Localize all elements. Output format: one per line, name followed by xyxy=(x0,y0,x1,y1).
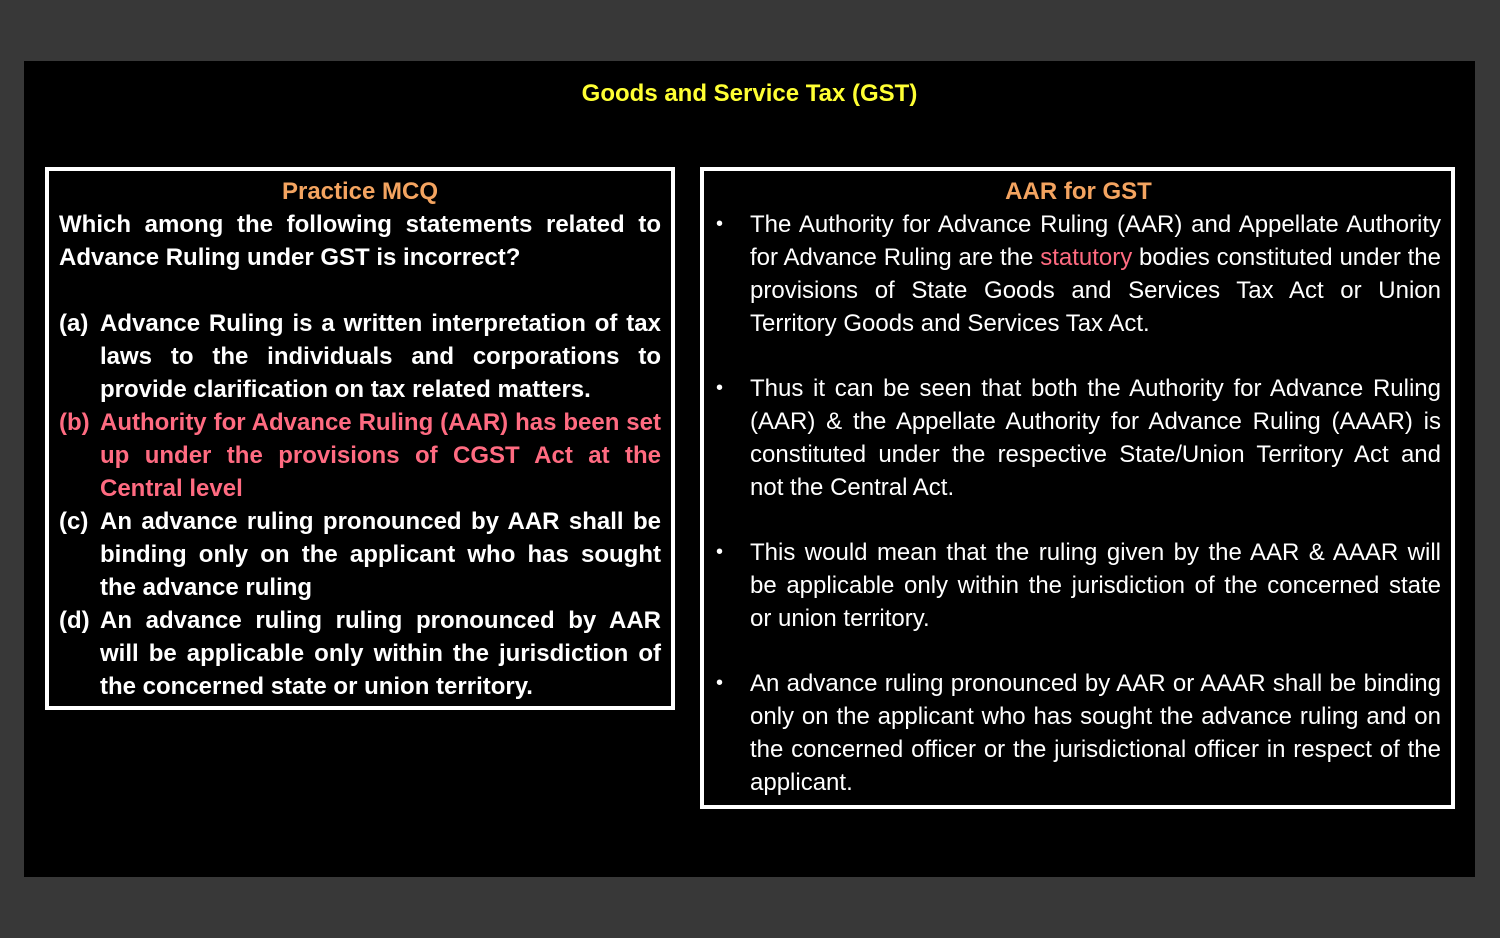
option-a xyxy=(59,307,661,406)
bullet-text xyxy=(750,208,1441,340)
option-letter: (d) xyxy=(59,607,90,634)
slide xyxy=(24,61,1475,877)
bullet-text-part: The Authority for Advance Ruling (AAR) and Appellate Authority for Advance Ruling are the xyxy=(750,211,1441,271)
option-c xyxy=(59,505,661,604)
mcq-question: Which among the following statements related to Advance Ruling under GST is incorrect? xyxy=(59,211,661,271)
option-letter: (b) xyxy=(59,409,90,436)
option-text: Advance Ruling is a written interpretation of tax laws to the individuals and corporations to provide clarification on tax related matters. xyxy=(100,310,661,403)
aar-for-gst-box xyxy=(700,167,1455,809)
bullet-item xyxy=(716,536,1441,635)
bullet-icon: • xyxy=(716,672,724,694)
bullet-text: This would mean that the ruling given by the AAR & AAAR will be applicable only within the jurisdiction of the concerned state or union territory. xyxy=(750,539,1441,632)
option-letter: (a) xyxy=(59,310,89,337)
option-text: An advance ruling pronounced by AAR shall be binding only on the applicant who has sought the advance ruling xyxy=(100,508,661,601)
bullet-text: Thus it can be seen that both the Authority for Advance Ruling (AAR) & the Appellate Authority for Advance Ruling (AAAR) is constituted under the respective State/Union Territory Act and not the Central Act. xyxy=(750,375,1441,501)
option-text: An advance ruling ruling pronounced by AAR will be applicable only within the jurisdiction of the concerned state or union territory. xyxy=(100,607,661,700)
option-d xyxy=(59,604,661,703)
bullet-item xyxy=(716,667,1441,799)
practice-mcq-box xyxy=(45,167,675,710)
option-letter: (c) xyxy=(59,508,89,535)
option-b xyxy=(59,406,661,505)
aar-bullet-list xyxy=(716,208,1441,799)
bullet-item xyxy=(716,208,1441,340)
mcq-options xyxy=(59,307,661,703)
aar-heading: AAR for GST xyxy=(1005,178,1152,205)
bullet-icon: • xyxy=(716,541,724,563)
bullet-icon: • xyxy=(716,213,724,235)
option-text: Authority for Advance Ruling (AAR) has been set up under the provisions of CGST Act at the Central level xyxy=(100,409,661,502)
bullet-text: An advance ruling pronounced by AAR or AAAR shall be binding only on the applicant who has sought the advance ruling and on the concerned officer or the jurisdictional officer in respect of the applicant. xyxy=(750,670,1441,796)
bullet-icon: • xyxy=(716,377,724,399)
highlight-word: statutory xyxy=(1040,244,1133,271)
bullet-item xyxy=(716,372,1441,504)
mcq-heading: Practice MCQ xyxy=(281,178,439,205)
bullet-text-part: bodies constituted under the provisions of State Goods and Services Tax Act or Union Territory Goods and Services Tax Act. xyxy=(750,244,1442,337)
slide-title: Goods and Service Tax (GST) xyxy=(581,80,918,107)
